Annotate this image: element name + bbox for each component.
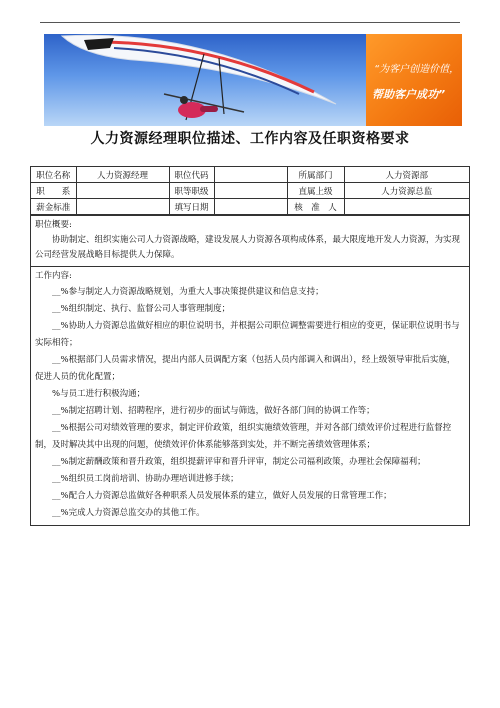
document-title: 人力资源经理职位描述、工作内容及任职资格要求 — [90, 131, 410, 147]
value-position-code — [214, 167, 287, 183]
duties-section — [31, 266, 469, 525]
banner — [44, 34, 462, 126]
slogan-line-1: “为客户创造价值， — [374, 64, 460, 75]
duty-item: __%制定薪酬政策和晋升政策，组织提薪评审和晋升评审，制定公司福利政策，办理社会保障福利； — [52, 457, 426, 467]
value-department: 人力资源部 — [344, 167, 469, 183]
overview-text: 协助制定、组织实施公司人力资源战略，建设发展人力资源各项构成体系，最大限度地开发人力资源，为实现公司经营发展战略目标提供人力保障。 — [35, 235, 461, 260]
value-supervisor: 人力资源总监 — [344, 183, 469, 199]
duty-item: __%组织员工岗前培训、协助办理培训进修手续； — [52, 474, 239, 484]
value-position-name: 人力资源经理 — [76, 167, 169, 183]
duty-item: __%配合人力资源总监做好各种职系人员发展体系的建立，做好人员发展的日常管理工作； — [52, 491, 392, 501]
table-row — [31, 167, 469, 183]
slogan-line-2: 帮助客户成功” — [372, 88, 446, 101]
value-approver — [344, 199, 469, 215]
duties-heading: 工作内容: — [35, 271, 72, 281]
value-job-family — [76, 183, 169, 199]
hang-glider-photo — [44, 34, 366, 126]
slogan-panel — [366, 34, 462, 126]
label-fill-date: 填写日期 — [169, 199, 214, 215]
top-rule — [40, 22, 460, 23]
label-department: 所属部门 — [287, 167, 344, 183]
label-salary: 薪金标准 — [31, 199, 76, 215]
duty-item: %与员工进行积极沟通； — [52, 389, 146, 399]
duty-item: __%组织制定、执行、监督公司人事管理制度； — [52, 304, 231, 314]
duty-item: __%参与制定人力资源战略规划，为重大人事决策提供建议和信息支持； — [52, 287, 324, 297]
value-salary — [76, 199, 169, 215]
label-position-code: 职位代码 — [169, 167, 214, 183]
duty-item: __%协助人力资源总监做好相应的职位说明书，并根据公司职位调整需要进行相应的变更，保证职位说明书与实际相符； — [35, 321, 460, 348]
label-supervisor: 直属上级 — [287, 183, 344, 199]
duty-item: __%根据部门人员需求情况，提出内部人员调配方案（包括人员内部调入和调出），经上级领导审批后实施，促进人员的优化配置； — [35, 355, 456, 382]
value-fill-date — [214, 199, 287, 215]
table-row — [31, 183, 469, 199]
job-description-form — [30, 166, 470, 526]
overview-section — [31, 215, 469, 266]
info-table — [31, 167, 469, 215]
duty-item: __%制定招聘计划、招聘程序，进行初步的面试与筛选，做好各部门间的协调工作等； — [52, 406, 375, 416]
label-job-family: 职 系 — [31, 183, 76, 199]
overview-heading: 职位概要: — [35, 220, 72, 230]
duty-item: __%完成人力资源总监交办的其他工作。 — [52, 508, 205, 518]
duty-item: __%根据公司对绩效管理的要求，制定评价政策，组织实施绩效管理，并对各部门绩效评价过程进行监督控制，及时解决其中出现的问题，使绩效评价体系能够落到实处，并不断完善绩效管理体系； — [35, 423, 452, 450]
label-approver: 核 准 人 — [287, 199, 344, 215]
table-row — [31, 199, 469, 215]
label-grade: 职等职级 — [169, 183, 214, 199]
value-grade — [214, 183, 287, 199]
label-position-name: 职位名称 — [31, 167, 76, 183]
